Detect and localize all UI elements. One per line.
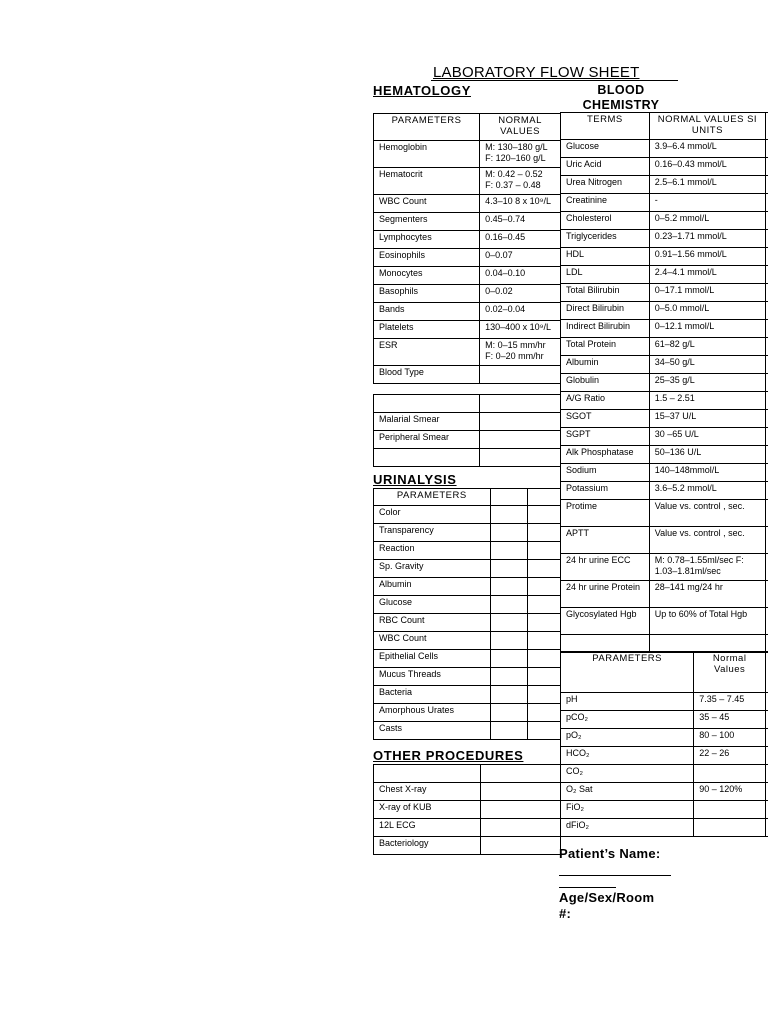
- term-name: Urea Nitrogen: [561, 176, 650, 194]
- table-row: [374, 339, 561, 366]
- normal-value: 35 – 45: [694, 711, 766, 729]
- parameter-name: dFiO₂: [561, 819, 694, 837]
- table-row: [561, 176, 768, 194]
- table-row: [561, 212, 768, 230]
- normal-value: Value vs. control , sec.: [649, 500, 765, 527]
- normal-value: 34–50 g/L: [649, 356, 765, 374]
- normal-value: [480, 321, 561, 339]
- value-cell: [528, 524, 561, 542]
- procedure-name: [374, 765, 481, 783]
- table-row: [561, 284, 768, 302]
- normal-value: 1.5 – 2.51: [649, 392, 765, 410]
- term-name: Direct Bilirubin: [561, 302, 650, 320]
- parameter-name: Hemoglobin: [374, 141, 480, 168]
- value-cell: [528, 560, 561, 578]
- normal-value: 80 – 100: [694, 729, 766, 747]
- normal-value: [694, 765, 766, 783]
- table-row: [374, 837, 561, 855]
- normal-value: 90 – 120%: [694, 783, 766, 801]
- normal-value: 2.4–4.1 mmol/L: [649, 266, 765, 284]
- table-row: [561, 140, 768, 158]
- table-row: [374, 303, 561, 321]
- parameter-name: HCO₂: [561, 747, 694, 765]
- normal-value: [480, 249, 561, 267]
- normal-value: 2.5–6.1 mmol/L: [649, 176, 765, 194]
- table-row: [374, 366, 561, 384]
- table-row: [374, 168, 561, 195]
- value-cell: [528, 542, 561, 560]
- parameter-name: Eosinophils: [374, 249, 480, 267]
- normal-value: 140–148mmol/L: [649, 464, 765, 482]
- value-cell: [528, 722, 561, 740]
- normal-value: [480, 213, 561, 231]
- table-row: [374, 596, 561, 614]
- parameter-name: Bands: [374, 303, 480, 321]
- table-row: [561, 819, 768, 837]
- normal-value: 50–136 U/L: [649, 446, 765, 464]
- header-parameters: PARAMETERS: [374, 489, 491, 506]
- table-row: [561, 729, 768, 747]
- value-cell: [480, 801, 560, 819]
- normal-value: 0–12.1 mmol/L: [649, 320, 765, 338]
- normal-value: [480, 339, 561, 366]
- other-procedures-heading: OTHER PROCEDURES: [373, 748, 524, 763]
- normal-value-line: F: 0–20 mm/hr: [485, 351, 544, 361]
- table-row: [561, 302, 768, 320]
- normal-value-line: F: 0.37 – 0.48: [485, 180, 541, 190]
- table-row: [374, 801, 561, 819]
- parameter-name: WBC Count: [374, 195, 480, 213]
- table-row: [374, 614, 561, 632]
- parameter-name: [374, 395, 480, 413]
- table-row: [374, 285, 561, 303]
- normal-value: 22 – 26: [694, 747, 766, 765]
- procedure-name: X-ray of KUB: [374, 801, 481, 819]
- table-row: [561, 747, 768, 765]
- normal-value-line: 0.45–0.74: [485, 214, 526, 224]
- header-normal-values: NORMAL VALUES: [480, 114, 561, 141]
- normal-value: [480, 168, 561, 195]
- abg-table: [560, 651, 768, 837]
- normal-value: [480, 267, 561, 285]
- table-row: [561, 266, 768, 284]
- header-parameters: PARAMETERS: [561, 652, 694, 693]
- blood-chemistry-heading: BLOOD CHEMISTRY: [582, 83, 660, 112]
- normal-value: [649, 635, 765, 653]
- value-cell: [490, 686, 528, 704]
- term-name: [561, 635, 650, 653]
- value-cell: [528, 506, 561, 524]
- header-normal-values: Normal Values: [694, 652, 766, 693]
- term-name: Globulin: [561, 374, 650, 392]
- parameter-name: pCO₂: [561, 711, 694, 729]
- table-row: [561, 693, 768, 711]
- normal-value-line: 0.04–0.10: [485, 268, 526, 278]
- patient-name-line[interactable]: [559, 875, 671, 876]
- term-name: Glycosylated Hgb: [561, 608, 650, 635]
- table-row: [561, 711, 768, 729]
- normal-value: [480, 195, 561, 213]
- term-name: Protime: [561, 500, 650, 527]
- page-title: LABORATORY FLOW SHEET: [433, 64, 640, 81]
- table-row: [374, 431, 561, 449]
- parameter-name: Glucose: [374, 596, 491, 614]
- term-name: APTT: [561, 527, 650, 554]
- table-row: [561, 482, 768, 500]
- spacer: [480, 384, 561, 395]
- normal-value: Value vs. control , sec.: [649, 527, 765, 554]
- value-cell: [528, 578, 561, 596]
- table-row: [374, 213, 561, 231]
- value-cell: [480, 395, 561, 413]
- term-name: Albumin: [561, 356, 650, 374]
- table-row: [374, 231, 561, 249]
- table-row: [374, 321, 561, 339]
- table-row: [561, 527, 768, 554]
- value-cell: [490, 632, 528, 650]
- parameter-name: Sp. Gravity: [374, 560, 491, 578]
- normal-value-line: M: 130–180 g/L: [485, 142, 548, 152]
- parameter-name: Basophils: [374, 285, 480, 303]
- normal-value: Up to 60% of Total Hgb: [649, 608, 765, 635]
- parameter-name: Amorphous Urates: [374, 704, 491, 722]
- term-name: Sodium: [561, 464, 650, 482]
- parameter-name: Transparency: [374, 524, 491, 542]
- patient-name-line-2: [559, 887, 616, 888]
- value-cell: [528, 614, 561, 632]
- value-cell: [528, 668, 561, 686]
- value-cell: [490, 542, 528, 560]
- term-name: Triglycerides: [561, 230, 650, 248]
- table-row: [561, 392, 768, 410]
- normal-value: [480, 231, 561, 249]
- value-cell: [480, 765, 560, 783]
- normal-value: 3.9–6.4 mmol/L: [649, 140, 765, 158]
- normal-value: 28–141 mg/24 hr: [649, 581, 765, 608]
- normal-value: 7.35 – 7.45: [694, 693, 766, 711]
- value-cell: [490, 668, 528, 686]
- header-terms: TERMS: [561, 113, 650, 140]
- table-row: [374, 524, 561, 542]
- urinalysis-header-row: [374, 489, 561, 506]
- table-row: [561, 783, 768, 801]
- term-name: Cholesterol: [561, 212, 650, 230]
- table-row: [374, 249, 561, 267]
- table-row: [561, 320, 768, 338]
- header-parameters: PARAMETERS: [374, 114, 480, 141]
- value-cell: [490, 560, 528, 578]
- table-row: [561, 765, 768, 783]
- parameter-name: Malarial Smear: [374, 413, 480, 431]
- hematology-header-row: [374, 114, 561, 141]
- hematology-heading: HEMATOLOGY: [373, 83, 471, 98]
- normal-value-line: 0.16–0.45: [485, 232, 526, 242]
- value-cell: [480, 413, 561, 431]
- normal-value: [480, 366, 561, 384]
- normal-value-line: M: 0–15 mm/hr: [485, 340, 546, 350]
- value-cell: [528, 632, 561, 650]
- term-name: 24 hr urine Protein: [561, 581, 650, 608]
- table-row: [561, 554, 768, 581]
- urinalysis-table: [373, 488, 561, 740]
- term-name: Glucose: [561, 140, 650, 158]
- value-cell: [480, 783, 560, 801]
- normal-value-line: M: 0.42 – 0.52: [485, 169, 543, 179]
- normal-value-line: 4.3–10 8 x 10⁹/L: [485, 196, 552, 206]
- parameter-name: Albumin: [374, 578, 491, 596]
- value-cell: [490, 614, 528, 632]
- chemistry-header-row: [561, 113, 768, 140]
- table-row: [374, 765, 561, 783]
- normal-value: [480, 285, 561, 303]
- value-cell: [528, 686, 561, 704]
- normal-value: [694, 819, 766, 837]
- value-cell: [490, 524, 528, 542]
- table-row: [374, 819, 561, 837]
- table-row: [561, 248, 768, 266]
- table-row: [561, 158, 768, 176]
- value-cell: [480, 449, 561, 467]
- table-row: [561, 464, 768, 482]
- table-row: [561, 230, 768, 248]
- parameter-name: RBC Count: [374, 614, 491, 632]
- term-name: SGPT: [561, 428, 650, 446]
- table-row: [561, 356, 768, 374]
- normal-value: 30 –65 U/L: [649, 428, 765, 446]
- value-cell: [490, 704, 528, 722]
- term-name: LDL: [561, 266, 650, 284]
- normal-value-line: 0–0.02: [485, 286, 513, 296]
- term-name: Indirect Bilirubin: [561, 320, 650, 338]
- normal-value: [480, 303, 561, 321]
- normal-value: [694, 801, 766, 819]
- table-row: [374, 632, 561, 650]
- parameter-name: Epithelial Cells: [374, 650, 491, 668]
- table-row: [374, 650, 561, 668]
- normal-value: 3.6–5.2 mmol/L: [649, 482, 765, 500]
- table-row: [374, 722, 561, 740]
- table-row: [374, 449, 561, 467]
- value-cell: [480, 837, 560, 855]
- parameter-name: pO₂: [561, 729, 694, 747]
- value-cell: [490, 722, 528, 740]
- parameter-name: ESR: [374, 339, 480, 366]
- table-row: [561, 374, 768, 392]
- term-name: Creatinine: [561, 194, 650, 212]
- table-row: [374, 704, 561, 722]
- header-normal-values: NORMAL VALUES SI UNITS: [649, 113, 765, 140]
- normal-value-line: 130–400 x 10⁹/L: [485, 322, 552, 332]
- title-underline: [431, 80, 678, 81]
- blood-chemistry-table: [560, 112, 768, 653]
- parameter-name: Platelets: [374, 321, 480, 339]
- patient-age-label: Age/Sex/Room #:: [559, 890, 655, 921]
- parameter-name: Mucus Threads: [374, 668, 491, 686]
- value-cell: [490, 506, 528, 524]
- abg-header-row: [561, 652, 768, 693]
- parameter-name: WBC Count: [374, 632, 491, 650]
- parameter-name: [374, 449, 480, 467]
- table-row: [561, 608, 768, 635]
- normal-value-line: 0–0.07: [485, 250, 513, 260]
- table-row: [561, 635, 768, 653]
- parameter-name: Lymphocytes: [374, 231, 480, 249]
- table-row: [374, 686, 561, 704]
- normal-value: M: 0.78–1.55ml/sec F: 1.03–1.81ml/sec: [649, 554, 765, 581]
- parameter-name: FiO₂: [561, 801, 694, 819]
- urinalysis-heading: URINALYSIS: [373, 472, 457, 487]
- parameter-name: Bacteria: [374, 686, 491, 704]
- procedure-name: 12L ECG: [374, 819, 481, 837]
- term-name: Uric Acid: [561, 158, 650, 176]
- value-cell: [528, 704, 561, 722]
- parameter-name: pH: [561, 693, 694, 711]
- parameter-name: Color: [374, 506, 491, 524]
- normal-value: [480, 141, 561, 168]
- other-procedures-table: [373, 764, 561, 855]
- parameter-name: Segmenters: [374, 213, 480, 231]
- table-row: [374, 560, 561, 578]
- term-name: Alk Phosphatase: [561, 446, 650, 464]
- normal-value: 25–35 g/L: [649, 374, 765, 392]
- value-cell: [490, 578, 528, 596]
- table-row: [374, 783, 561, 801]
- spacer: [374, 384, 480, 395]
- table-row: [561, 194, 768, 212]
- term-name: 24 hr urine ECC: [561, 554, 650, 581]
- table-row: [374, 141, 561, 168]
- spacer-row: [374, 384, 561, 395]
- value-cell: [528, 650, 561, 668]
- term-name: Total Protein: [561, 338, 650, 356]
- parameter-name: Peripheral Smear: [374, 431, 480, 449]
- normal-value-line: F: 120–160 g/L: [485, 153, 546, 163]
- value-cell: [528, 489, 561, 506]
- patient-name-label: Patient’s Name:: [559, 846, 661, 861]
- table-row: [374, 267, 561, 285]
- value-cell: [480, 431, 561, 449]
- value-cell: [490, 596, 528, 614]
- procedure-name: Chest X-ray: [374, 783, 481, 801]
- table-row: [374, 578, 561, 596]
- normal-value: 0.23–1.71 mmol/L: [649, 230, 765, 248]
- value-cell: [480, 819, 560, 837]
- normal-value: 0–17.1 mmol/L: [649, 284, 765, 302]
- table-row: [561, 446, 768, 464]
- normal-value: 0.91–1.56 mmol/L: [649, 248, 765, 266]
- table-row: [374, 668, 561, 686]
- table-row: [561, 410, 768, 428]
- normal-value: 61–82 g/L: [649, 338, 765, 356]
- term-name: HDL: [561, 248, 650, 266]
- normal-value: 15–37 U/L: [649, 410, 765, 428]
- parameter-name: Blood Type: [374, 366, 480, 384]
- parameter-name: Monocytes: [374, 267, 480, 285]
- table-row: [561, 500, 768, 527]
- table-row: [374, 395, 561, 413]
- table-row: [561, 428, 768, 446]
- value-cell: [490, 650, 528, 668]
- normal-value: 0–5.2 mmol/L: [649, 212, 765, 230]
- parameter-name: Casts: [374, 722, 491, 740]
- parameter-name: Hematocrit: [374, 168, 480, 195]
- hematology-table: [373, 113, 561, 467]
- table-row: [374, 506, 561, 524]
- term-name: SGOT: [561, 410, 650, 428]
- parameter-name: CO₂: [561, 765, 694, 783]
- normal-value-line: 0.02–0.04: [485, 304, 526, 314]
- normal-value: 0.16–0.43 mmol/L: [649, 158, 765, 176]
- value-cell: [528, 596, 561, 614]
- table-row: [374, 195, 561, 213]
- normal-value: -: [649, 194, 765, 212]
- parameter-name: Reaction: [374, 542, 491, 560]
- procedure-name: Bacteriology: [374, 837, 481, 855]
- table-row: [561, 338, 768, 356]
- table-row: [374, 542, 561, 560]
- term-name: A/G Ratio: [561, 392, 650, 410]
- table-row: [561, 581, 768, 608]
- normal-value: 0–5.0 mmol/L: [649, 302, 765, 320]
- term-name: Total Bilirubin: [561, 284, 650, 302]
- parameter-name: O₂ Sat: [561, 783, 694, 801]
- value-cell: [490, 489, 528, 506]
- table-row: [561, 801, 768, 819]
- term-name: Potassium: [561, 482, 650, 500]
- table-row: [374, 413, 561, 431]
